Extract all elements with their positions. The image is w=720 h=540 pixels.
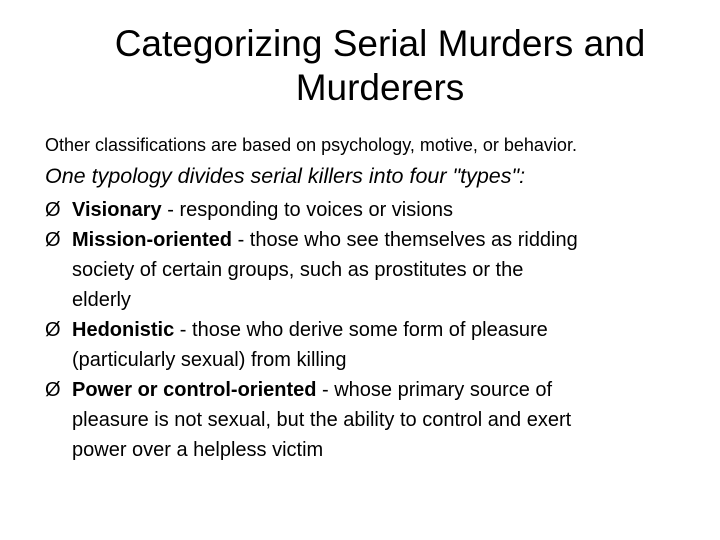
intro-text: Other classifications are based on psychology, motive, or behavior. [45, 135, 577, 155]
type-description-continued: pleasure is not sexual, but the ability to control and exert [72, 409, 572, 431]
typology-lead-text: One typology divides serial killers into four "types": [45, 164, 526, 188]
type-term: Mission-oriented [72, 229, 233, 251]
arrow-bullet-icon: Ø [45, 199, 61, 221]
type-term: Visionary [72, 199, 162, 221]
arrow-bullet-icon: Ø [45, 229, 61, 251]
type-description-continued: society of certain groups, such as prostitutes or the [72, 259, 524, 281]
type-description-continued: (particularly sexual) from killing [72, 349, 347, 371]
arrow-bullet-icon: Ø [45, 319, 61, 341]
slide-title [40, 22, 720, 110]
type-description: - whose primary source of [316, 379, 553, 401]
type-term: Power or control-oriented [72, 379, 317, 401]
type-description: - those who see themselves as ridding [232, 229, 578, 251]
list-item-hedonistic [45, 315, 715, 375]
slide-title-line-2: Murderers [295, 67, 465, 108]
slide-title-line-1: Categorizing Serial Murders and [114, 23, 646, 64]
list-item-mission-oriented [45, 225, 715, 315]
list-item-visionary [45, 195, 715, 225]
typology-list [45, 195, 715, 465]
type-description-continued: power over a helpless victim [72, 439, 324, 461]
list-item-power-control-oriented [45, 375, 715, 465]
type-description-continued: elderly [72, 289, 131, 311]
type-description: - responding to voices or visions [161, 199, 453, 221]
type-description: - those who derive some form of pleasure [174, 319, 548, 341]
arrow-bullet-icon: Ø [45, 379, 61, 401]
type-term: Hedonistic [72, 319, 175, 341]
